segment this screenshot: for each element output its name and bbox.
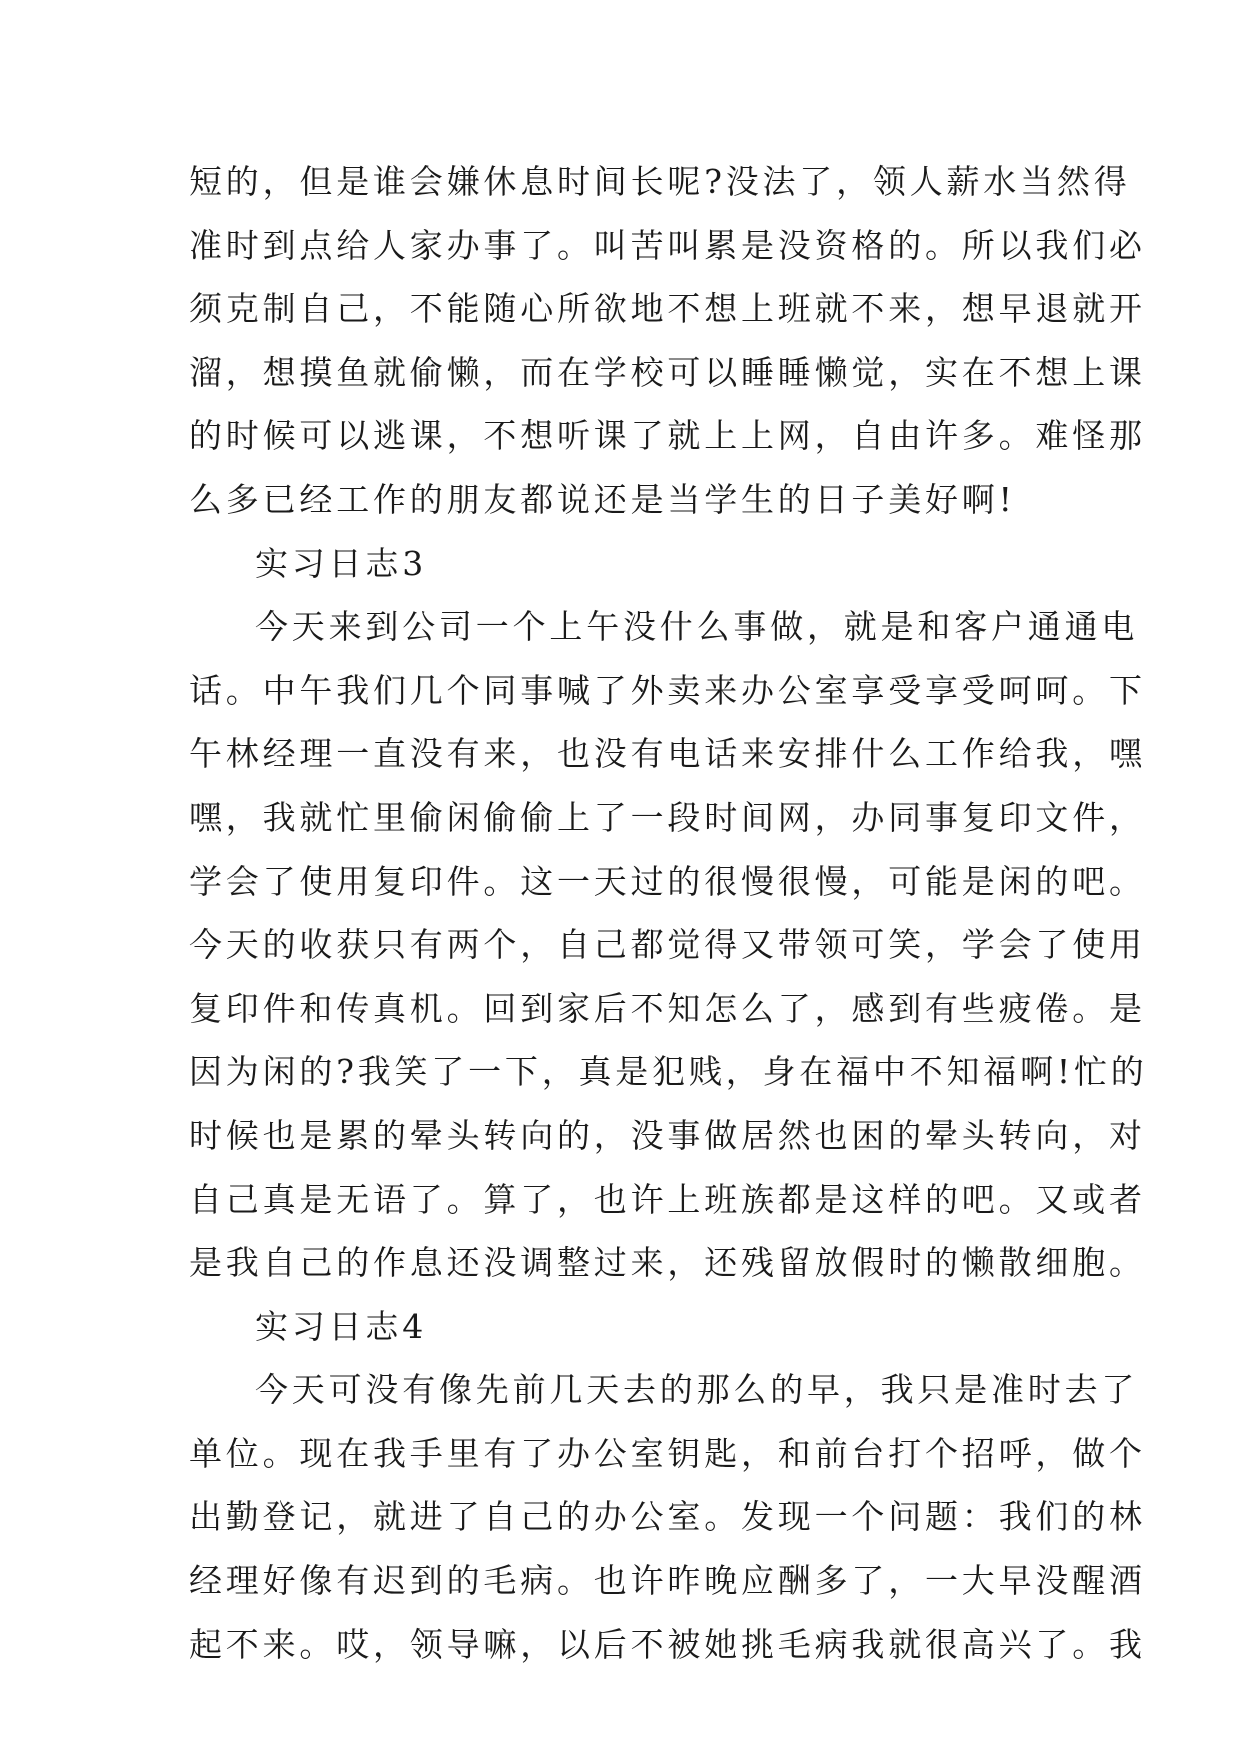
- text-line: 经理好像有迟到的毛病。也许昨晚应酬多了，一大早没醒酒: [189, 1561, 1146, 1601]
- text-line: 溜，想摸鱼就偷懒，而在学校可以睡睡懒觉，实在不想上课: [189, 352, 1146, 392]
- text-line: 因为闲的?我笑了一下，真是犯贱，身在福中不知福啊!忙的: [189, 1052, 1148, 1092]
- paragraph-first-line: 今天来到公司一个上午没什么事做，就是和客户通通电: [255, 607, 1139, 647]
- section-heading: 实习日志4: [255, 1306, 427, 1346]
- text-line: 出勤登记，就进了自己的办公室。发现一个问题：我们的林: [189, 1497, 1146, 1537]
- text-line: 嘿，我就忙里偷闲偷偷上了一段时间网，办同事复印文件，: [189, 797, 1146, 837]
- text-line: 午林经理一直没有来，也没有电话来安排什么工作给我，嘿: [189, 734, 1146, 774]
- text-line: 是我自己的作息还没调整过来，还残留放假时的懒散细胞。: [189, 1243, 1146, 1283]
- text-line: 么多已经工作的朋友都说还是当学生的日子美好啊!: [189, 479, 1016, 519]
- text-line: 复印件和传真机。回到家后不知怎么了，感到有些疲倦。是: [189, 988, 1146, 1028]
- text-line: 自己真是无语了。算了，也许上班族都是这样的吧。又或者: [189, 1179, 1146, 1219]
- paragraph-first-line: 今天可没有像先前几天去的那么的早，我只是准时去了: [255, 1370, 1139, 1410]
- text-line: 须克制自己，不能随心所欲地不想上班就不来，想早退就开: [189, 289, 1146, 329]
- text-line: 起不来。哎，领导嘛，以后不被她挑毛病我就很高兴了。我: [189, 1624, 1146, 1664]
- text-line: 短的，但是谁会嫌休息时间长呢?没法了，领人薪水当然得: [189, 162, 1131, 201]
- text-line: 准时到点给人家办事了。叫苦叫累是没资格的。所以我们必: [189, 225, 1146, 265]
- text-line: 单位。现在我手里有了办公室钥匙，和前台打个招呼，做个: [189, 1433, 1146, 1473]
- text-line: 今天的收获只有两个，自己都觉得又带领可笑，学会了使用: [189, 925, 1146, 965]
- text-line: 学会了使用复印件。这一天过的很慢很慢，可能是闲的吧。: [189, 861, 1146, 901]
- text-line: 时候也是累的晕头转向的，没事做居然也困的晕头转向，对: [189, 1115, 1146, 1155]
- text-line: 话。中午我们几个同事喊了外卖来办公室享受享受呵呵。下: [189, 670, 1146, 710]
- section-heading: 实习日志3: [255, 543, 427, 583]
- text-line: 的时候可以逃课，不想听课了就上上网，自由许多。难怪那: [189, 416, 1146, 456]
- document-body: [189, 150, 1148, 1676]
